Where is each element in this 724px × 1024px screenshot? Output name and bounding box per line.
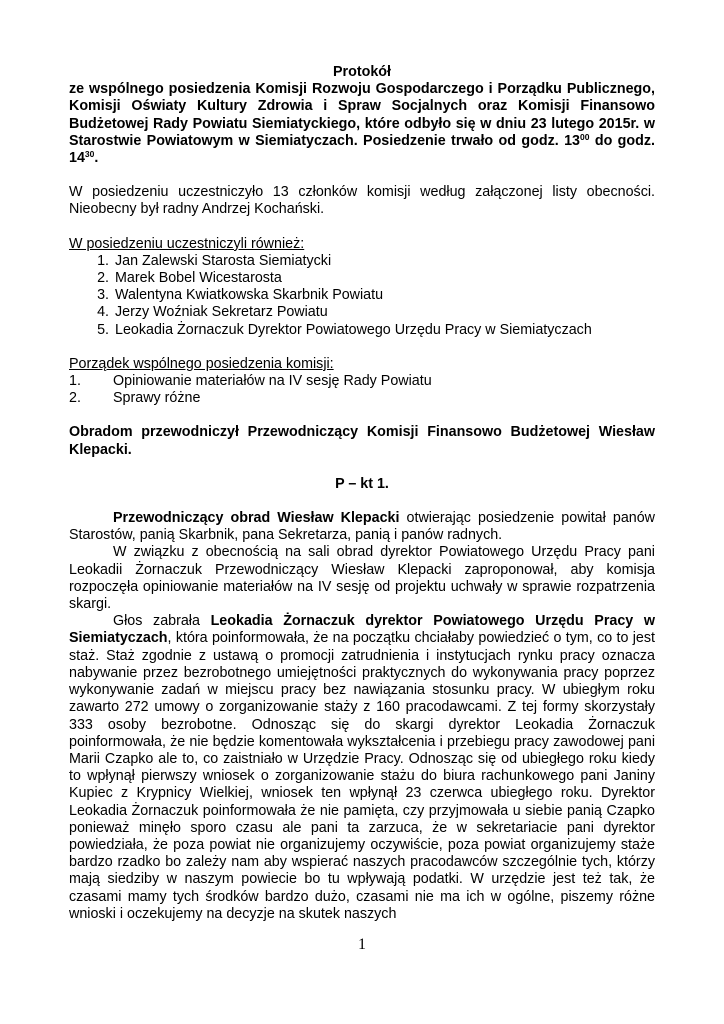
end-minutes: 30 (84, 149, 95, 160)
paragraph-2: W związku z obecnością na sali obrad dyrektor Powiatowego Urzędu Pracy pani Leokadii Żornaczuk Przewodniczący Wiesław Klepacki zaproponował, aby komisja rozpoczęła opiniowanie materiałów na IV sesję od projektu uchwały w sprawie rozpatrzenia skargi. (69, 544, 655, 613)
attendee-item: 3. Walentyna Kwiatkowska Skarbnik Powiatu (113, 287, 655, 304)
time-joiner: do godz. 14 (69, 132, 655, 167)
document-heading (69, 81, 655, 167)
paragraph-1 (69, 510, 655, 544)
agenda-item-text: Sprawy różne (113, 390, 201, 407)
paragraph-1-text: otwierając posiedzenie powitał panów Starostów, panią Skarbnik, pana Sekretarza, panią i panów radnych. (69, 510, 656, 544)
agenda-item (69, 390, 655, 407)
attendance-text: W posiedzeniu uczestniczyło 13 członków komisji według załączonej listy obecności. Nieobecny był radny Andrzej Kochański. (69, 184, 655, 218)
speaker-name: Leokadia Żornaczuk dyrektor Powiatowego Urzędu Pracy w Siemiatyczach (69, 613, 655, 647)
attendee-item: 2. Marek Bobel Wicestarosta (113, 270, 655, 287)
attendee-item: 1. Jan Zalewski Starosta Siemiatycki (113, 253, 655, 270)
agenda-item-text: Opiniowanie materiałów na IV sesję Rady Powiatu (113, 373, 432, 390)
agenda-item (69, 373, 655, 390)
heading-end: . (94, 150, 99, 167)
page-number: 1 (358, 936, 366, 953)
document-page (69, 64, 655, 923)
paragraph-3 (69, 613, 655, 923)
agenda-item-number: 1. (69, 373, 81, 390)
also-present-label: W posiedzeniu uczestniczyli również: (69, 235, 305, 252)
attendee-item: 5. Leokadia Żornaczuk Dyrektor Powiatowego Urzędu Pracy w Siemiatyczach (113, 322, 655, 339)
attendee-list (69, 253, 655, 339)
agenda-item-number: 2. (69, 390, 81, 407)
paragraph-3-intro: Głos zabrała (113, 613, 211, 630)
start-minutes: 00 (579, 131, 590, 142)
attendee-item: 4. Jerzy Woźniak Sekretarz Powiatu (113, 304, 655, 321)
document-title: Protokół (333, 64, 391, 80)
heading-text: ze wspólnego posiedzenia Komisji Rozwoju Gospodarczego i Porządku Publicznego, Komisji Oświaty Kultury Zdrowia i Spraw Socjalnych oraz Komisji Finansowo Budżetowej Rady Powiatu Siemiatyckiego, które odbyło się w dniu 23 lutego 2015r. w Starostwie Powiatowym w Siemiatyczach. Posiedzenie trwało od godz. 13 (69, 81, 655, 149)
chair-statement: Obradom przewodniczył Przewodniczący Komisji Finansowo Budżetowej Wiesław Klepacki. (69, 424, 655, 458)
paragraph-3-text: , która poinformowała, że na początku chciałaby powiedzieć o tym, co to jest staż. Staż zgodnie z ustawą o promocji zatrudnienia i instytucjach rynku pracy oznacza nabywanie przez bezrobotnego umiejętności praktycznych do wykonywania pracy poprzez wykonywanie zadań w miejscu pracy bez nawiązania stosunku pracy. W ubiegłym roku zawarto 272 umowy o zorganizowanie staży z 160 pracodawcami. Z tej formy skorzystały 333 osoby bezrobotne. Odnosząc się do skargi dyrektor Leokadia Żornaczuk poinformowała, że nie będzie komentowała wykształcenia i przebiegu pracy zawodowej pani Marii Czapko ale to, co zaistniało w Urzędzie Pracy. Odnosząc się od ubiegłego roku kiedy to wpłynął pierwszy wniosek o zorganizowanie stażu do biura rachunkowego pani Janiny Kupiec z Krypnicy Wielkiej, wniosek ten wpłynął 23 czerwca ubiegłego roku. Dyrektor Leokadia Żornaczuk poinformowała że nie pamięta, czy przyjmowała u siebie panią Czapko ponieważ minęło sporo czasu ale pani ta zarzuca, że w sekretariacie pani dyrektor powiedziała, że poza powiat nie organizujemy oczywiście, poza powiat organizujemy staże bardzo rzadko bo zależy nam aby wspierać naszych pracodawców szczególnie tych, którzy mają siedziby w naszym powiecie bo tu wpływają podatki. W urzędzie jest też tak, że czasami mamy tych środków bardzo dużo, czasami nie ma ich w ogólne, piszemy różne wnioski i oczekujemy na decyzje na skutek naszych (69, 630, 655, 922)
section-heading: P – kt 1. (335, 475, 389, 492)
chairman-name: Przewodniczący obrad Wiesław Klepacki (113, 510, 400, 527)
agenda-label: Porządek wspólnego posiedzenia komisji: (69, 355, 334, 372)
